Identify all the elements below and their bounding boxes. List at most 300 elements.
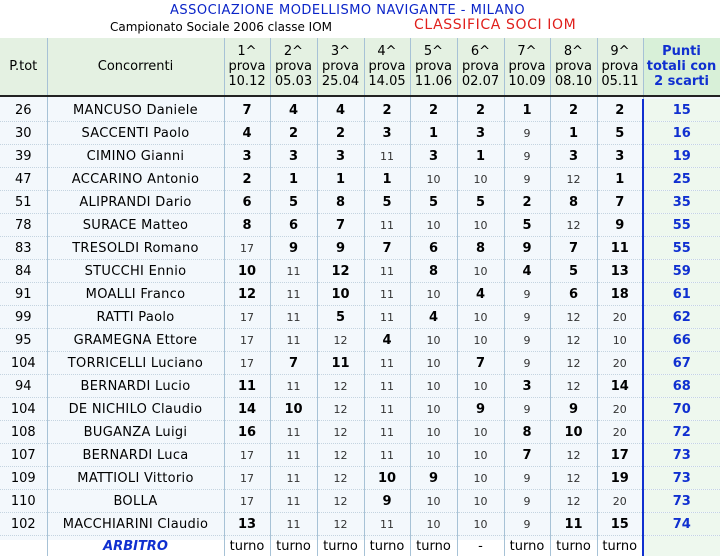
score-cell-round-3: 12 xyxy=(317,260,364,283)
table-row xyxy=(0,329,720,352)
ptot-cell: 102 xyxy=(0,513,47,536)
score-cell-round-1: 17 xyxy=(224,467,270,490)
round-header-1 xyxy=(224,38,270,96)
round-header-label: prova xyxy=(598,59,643,74)
total-points-cell: 66 xyxy=(643,329,720,352)
score-cell-round-8: 12 xyxy=(550,375,597,398)
score-cell-round-2: 11 xyxy=(270,467,317,490)
round-header-date: 10.09 xyxy=(505,74,550,89)
competitor-name: MANCUSO Daniele xyxy=(47,99,224,122)
competitor-name: STUCCHI Ennio xyxy=(47,260,224,283)
round-header-n: 8^ xyxy=(551,44,597,59)
ptot-cell: 110 xyxy=(0,490,47,513)
score-cell-round-3: 12 xyxy=(317,513,364,536)
arbitro-turn-cell: turno xyxy=(224,536,270,556)
score-cell-round-4: 11 xyxy=(364,444,410,467)
score-cell-round-8: 8 xyxy=(550,191,597,214)
ptot-cell: 94 xyxy=(0,375,47,398)
score-cell-round-6: 8 xyxy=(457,237,504,260)
score-cell-round-4: 11 xyxy=(364,375,410,398)
score-cell-round-5: 4 xyxy=(410,306,457,329)
score-cell-round-9: 20 xyxy=(597,421,643,444)
score-cell-round-8: 5 xyxy=(550,260,597,283)
championship-subtitle: Campionato Sociale 2006 classe IOM xyxy=(110,20,332,34)
competitor-name: TORRICELLI Luciano xyxy=(47,352,224,375)
round-header-label: prova xyxy=(271,59,317,74)
score-cell-round-1: 11 xyxy=(224,375,270,398)
competitor-name: CIMINO Gianni xyxy=(47,145,224,168)
total-points-cell: 68 xyxy=(643,375,720,398)
arbitro-label: ARBITRO xyxy=(47,536,224,556)
score-cell-round-2: 11 xyxy=(270,490,317,513)
arbitro-turn-cell: turno xyxy=(317,536,364,556)
score-cell-round-8: 12 xyxy=(550,306,597,329)
score-cell-round-5: 10 xyxy=(410,214,457,237)
competitor-name: BERNARDI Luca xyxy=(47,444,224,467)
table-row xyxy=(0,513,720,536)
competitor-name: BOLLA xyxy=(47,490,224,513)
score-cell-round-8: 12 xyxy=(550,444,597,467)
table-row xyxy=(0,490,720,513)
total-points-cell: 15 xyxy=(643,99,720,122)
score-cell-round-9: 20 xyxy=(597,398,643,421)
score-cell-round-9: 19 xyxy=(597,467,643,490)
score-cell-round-4: 9 xyxy=(364,490,410,513)
table-row xyxy=(0,99,720,122)
round-header-label: prova xyxy=(505,59,550,74)
score-cell-round-5: 10 xyxy=(410,398,457,421)
score-cell-round-6: 10 xyxy=(457,214,504,237)
score-cell-round-7: 2 xyxy=(504,191,550,214)
arbitro-turn-cell: turno xyxy=(550,536,597,556)
round-header-date: 05.03 xyxy=(271,74,317,89)
score-cell-round-2: 2 xyxy=(270,122,317,145)
ptot-cell: 91 xyxy=(0,283,47,306)
score-cell-round-6: 4 xyxy=(457,283,504,306)
ranking-table-container xyxy=(0,38,720,540)
score-cell-round-2: 11 xyxy=(270,421,317,444)
competitor-name: RATTI Paolo xyxy=(47,306,224,329)
round-header-6 xyxy=(457,38,504,96)
score-cell-round-6: 10 xyxy=(457,421,504,444)
score-cell-round-8: 10 xyxy=(550,421,597,444)
score-cell-round-6: 10 xyxy=(457,329,504,352)
score-cell-round-6: 1 xyxy=(457,145,504,168)
round-header-n: 1^ xyxy=(225,44,270,59)
score-cell-round-6: 5 xyxy=(457,191,504,214)
score-cell-round-5: 10 xyxy=(410,168,457,191)
score-cell-round-9: 7 xyxy=(597,191,643,214)
score-cell-round-1: 17 xyxy=(224,444,270,467)
score-cell-round-4: 10 xyxy=(364,467,410,490)
round-header-n: 5^ xyxy=(411,44,457,59)
total-points-header xyxy=(643,38,720,96)
score-cell-round-5: 10 xyxy=(410,421,457,444)
round-header-date: 25.04 xyxy=(318,74,364,89)
score-cell-round-8: 12 xyxy=(550,329,597,352)
score-cell-round-6: 9 xyxy=(457,398,504,421)
round-header-date: 05.11 xyxy=(598,74,643,89)
score-cell-round-5: 6 xyxy=(410,237,457,260)
round-header-label: prova xyxy=(411,59,457,74)
score-cell-round-4: 7 xyxy=(364,237,410,260)
arbitro-row xyxy=(0,536,720,556)
score-cell-round-7: 1 xyxy=(504,99,550,122)
score-cell-round-9: 17 xyxy=(597,444,643,467)
ranking-table xyxy=(0,38,720,556)
round-header-7 xyxy=(504,38,550,96)
total-points-cell: 70 xyxy=(643,398,720,421)
score-cell-round-6: 10 xyxy=(457,260,504,283)
score-cell-round-7: 9 xyxy=(504,122,550,145)
table-row xyxy=(0,283,720,306)
score-cell-round-9: 14 xyxy=(597,375,643,398)
score-cell-round-2: 4 xyxy=(270,99,317,122)
round-header-label: prova xyxy=(225,59,270,74)
arbitro-turn-cell: turno xyxy=(410,536,457,556)
competitor-name: MACCHIARINI Claudio xyxy=(47,513,224,536)
competitors-header: Concorrenti xyxy=(47,38,224,96)
score-cell-round-6: 10 xyxy=(457,513,504,536)
score-cell-round-1: 8 xyxy=(224,214,270,237)
competitor-name: GRAMEGNA Ettore xyxy=(47,329,224,352)
table-row xyxy=(0,467,720,490)
arbitro-turn-cell: turno xyxy=(270,536,317,556)
ptot-cell: 95 xyxy=(0,329,47,352)
score-cell-round-8: 12 xyxy=(550,168,597,191)
total-points-cell: 72 xyxy=(643,421,720,444)
score-cell-round-8: 7 xyxy=(550,237,597,260)
total-points-cell: 19 xyxy=(643,145,720,168)
round-header-n: 2^ xyxy=(271,44,317,59)
score-cell-round-5: 10 xyxy=(410,283,457,306)
score-cell-round-4: 11 xyxy=(364,421,410,444)
score-cell-round-1: 12 xyxy=(224,283,270,306)
score-cell-round-7: 9 xyxy=(504,306,550,329)
round-header-9 xyxy=(597,38,643,96)
score-cell-round-7: 9 xyxy=(504,490,550,513)
score-cell-round-3: 1 xyxy=(317,168,364,191)
ptot-cell: 30 xyxy=(0,122,47,145)
competitor-name: DE NICHILO Claudio xyxy=(47,398,224,421)
score-cell-round-7: 9 xyxy=(504,168,550,191)
score-cell-round-9: 20 xyxy=(597,490,643,513)
score-cell-round-7: 7 xyxy=(504,444,550,467)
score-cell-round-2: 9 xyxy=(270,237,317,260)
score-cell-round-3: 8 xyxy=(317,191,364,214)
score-cell-round-4: 1 xyxy=(364,168,410,191)
score-cell-round-3: 12 xyxy=(317,421,364,444)
score-cell-round-4: 11 xyxy=(364,283,410,306)
score-cell-round-3: 11 xyxy=(317,352,364,375)
score-cell-round-4: 3 xyxy=(364,122,410,145)
round-header-n: 3^ xyxy=(318,44,364,59)
table-row xyxy=(0,260,720,283)
total-points-cell: 73 xyxy=(643,444,720,467)
competitor-name: ALIPRANDI Dario xyxy=(47,191,224,214)
score-cell-round-3: 12 xyxy=(317,444,364,467)
total-points-cell: 55 xyxy=(643,237,720,260)
score-cell-round-2: 11 xyxy=(270,306,317,329)
score-cell-round-5: 5 xyxy=(410,191,457,214)
score-cell-round-4: 11 xyxy=(364,260,410,283)
table-row xyxy=(0,191,720,214)
ptot-cell: 47 xyxy=(0,168,47,191)
ptot-cell: 51 xyxy=(0,191,47,214)
score-cell-round-8: 9 xyxy=(550,398,597,421)
competitor-name: ACCARINO Antonio xyxy=(47,168,224,191)
score-cell-round-5: 1 xyxy=(410,122,457,145)
round-header-date: 02.07 xyxy=(458,74,504,89)
score-cell-round-2: 6 xyxy=(270,214,317,237)
round-header-date: 08.10 xyxy=(551,74,597,89)
total-points-cell: 25 xyxy=(643,168,720,191)
ptot-header: P.tot xyxy=(0,38,47,96)
total-points-cell: 59 xyxy=(643,260,720,283)
score-cell-round-9: 1 xyxy=(597,168,643,191)
score-cell-round-1: 4 xyxy=(224,122,270,145)
score-cell-round-6: 10 xyxy=(457,467,504,490)
score-cell-round-7: 5 xyxy=(504,214,550,237)
score-cell-round-1: 17 xyxy=(224,237,270,260)
total-points-cell: 62 xyxy=(643,306,720,329)
ptot-cell: 108 xyxy=(0,421,47,444)
total-header-line: totali con xyxy=(644,59,720,74)
total-points-cell: 16 xyxy=(643,122,720,145)
table-row xyxy=(0,352,720,375)
score-cell-round-9: 10 xyxy=(597,329,643,352)
score-cell-round-3: 12 xyxy=(317,375,364,398)
score-cell-round-1: 17 xyxy=(224,352,270,375)
score-cell-round-3: 12 xyxy=(317,467,364,490)
score-cell-round-1: 17 xyxy=(224,329,270,352)
round-header-label: prova xyxy=(551,59,597,74)
score-cell-round-7: 9 xyxy=(504,145,550,168)
score-cell-round-3: 12 xyxy=(317,398,364,421)
arbitro-turn-cell: turno xyxy=(597,536,643,556)
association-name: ASSOCIAZIONE MODELLISMO NAVIGANTE - MILANO xyxy=(170,3,525,18)
score-cell-round-9: 13 xyxy=(597,260,643,283)
score-cell-round-8: 12 xyxy=(550,214,597,237)
score-cell-round-1: 13 xyxy=(224,513,270,536)
ptot-cell: 104 xyxy=(0,398,47,421)
round-header-5 xyxy=(410,38,457,96)
score-cell-round-7: 8 xyxy=(504,421,550,444)
score-cell-round-8: 6 xyxy=(550,283,597,306)
score-cell-round-1: 16 xyxy=(224,421,270,444)
score-cell-round-1: 7 xyxy=(224,99,270,122)
score-cell-round-8: 12 xyxy=(550,352,597,375)
score-cell-round-2: 3 xyxy=(270,145,317,168)
score-cell-round-8: 1 xyxy=(550,122,597,145)
total-header-line: Punti xyxy=(644,44,720,59)
total-points-cell: 35 xyxy=(643,191,720,214)
score-cell-round-3: 12 xyxy=(317,329,364,352)
score-cell-round-1: 17 xyxy=(224,306,270,329)
round-header-n: 4^ xyxy=(365,44,410,59)
score-cell-round-2: 11 xyxy=(270,329,317,352)
competitor-name: BUGANZA Luigi xyxy=(47,421,224,444)
table-row xyxy=(0,168,720,191)
competitor-name: SURACE Matteo xyxy=(47,214,224,237)
score-cell-round-2: 10 xyxy=(270,398,317,421)
score-cell-round-3: 9 xyxy=(317,237,364,260)
table-row xyxy=(0,145,720,168)
round-header-2 xyxy=(270,38,317,96)
score-cell-round-7: 9 xyxy=(504,237,550,260)
table-row xyxy=(0,306,720,329)
competitor-name: BERNARDI Lucio xyxy=(47,375,224,398)
score-cell-round-5: 10 xyxy=(410,329,457,352)
score-cell-round-6: 3 xyxy=(457,122,504,145)
table-header-row xyxy=(0,38,720,96)
round-header-n: 7^ xyxy=(505,44,550,59)
competitor-name: SACCENTI Paolo xyxy=(47,122,224,145)
score-cell-round-1: 17 xyxy=(224,490,270,513)
score-cell-round-7: 9 xyxy=(504,283,550,306)
score-cell-round-6: 10 xyxy=(457,306,504,329)
round-header-label: prova xyxy=(458,59,504,74)
total-points-cell: 74 xyxy=(643,513,720,536)
score-cell-round-2: 1 xyxy=(270,168,317,191)
total-points-cell: 73 xyxy=(643,490,720,513)
score-cell-round-1: 14 xyxy=(224,398,270,421)
score-cell-round-8: 12 xyxy=(550,490,597,513)
score-cell-round-1: 6 xyxy=(224,191,270,214)
score-cell-round-9: 18 xyxy=(597,283,643,306)
arbitro-turn-cell: turno xyxy=(504,536,550,556)
score-cell-round-9: 20 xyxy=(597,306,643,329)
score-cell-round-3: 7 xyxy=(317,214,364,237)
score-cell-round-5: 2 xyxy=(410,99,457,122)
ptot-cell: 26 xyxy=(0,99,47,122)
score-cell-round-8: 3 xyxy=(550,145,597,168)
score-cell-round-2: 11 xyxy=(270,283,317,306)
score-cell-round-4: 5 xyxy=(364,191,410,214)
ptot-cell: 107 xyxy=(0,444,47,467)
score-cell-round-4: 4 xyxy=(364,329,410,352)
score-cell-round-5: 10 xyxy=(410,375,457,398)
score-cell-round-6: 10 xyxy=(457,375,504,398)
table-row xyxy=(0,398,720,421)
score-cell-round-3: 3 xyxy=(317,145,364,168)
table-row xyxy=(0,444,720,467)
round-header-label: prova xyxy=(318,59,364,74)
score-cell-round-6: 7 xyxy=(457,352,504,375)
score-cell-round-4: 11 xyxy=(364,214,410,237)
score-cell-round-3: 2 xyxy=(317,122,364,145)
ptot-cell: 39 xyxy=(0,145,47,168)
score-cell-round-4: 11 xyxy=(364,145,410,168)
table-row xyxy=(0,421,720,444)
score-cell-round-4: 2 xyxy=(364,99,410,122)
score-cell-round-8: 11 xyxy=(550,513,597,536)
total-points-cell: 61 xyxy=(643,283,720,306)
score-cell-round-1: 2 xyxy=(224,168,270,191)
total-points-cell: 55 xyxy=(643,214,720,237)
score-cell-round-6: 2 xyxy=(457,99,504,122)
arbitro-total-cell xyxy=(643,536,720,556)
ptot-cell: 78 xyxy=(0,214,47,237)
score-cell-round-2: 11 xyxy=(270,260,317,283)
score-cell-round-8: 2 xyxy=(550,99,597,122)
round-header-3 xyxy=(317,38,364,96)
score-cell-round-4: 11 xyxy=(364,306,410,329)
competitor-name: TRESOLDI Romano xyxy=(47,237,224,260)
score-cell-round-7: 9 xyxy=(504,329,550,352)
arbitro-turn-cell: - xyxy=(457,536,504,556)
round-header-n: 6^ xyxy=(458,44,504,59)
table-body xyxy=(0,96,720,556)
score-cell-round-5: 3 xyxy=(410,145,457,168)
round-header-label: prova xyxy=(365,59,410,74)
round-header-n: 9^ xyxy=(598,44,643,59)
score-cell-round-7: 3 xyxy=(504,375,550,398)
score-cell-round-3: 5 xyxy=(317,306,364,329)
round-header-date: 11.06 xyxy=(411,74,457,89)
table-row xyxy=(0,214,720,237)
classification-title: CLASSIFICA SOCI IOM xyxy=(414,17,576,33)
score-cell-round-5: 8 xyxy=(410,260,457,283)
page-header xyxy=(0,0,720,38)
score-cell-round-3: 4 xyxy=(317,99,364,122)
ptot-cell: 109 xyxy=(0,467,47,490)
competitor-name: MATTIOLI Vittorio xyxy=(47,467,224,490)
round-header-date: 14.05 xyxy=(365,74,410,89)
score-cell-round-9: 20 xyxy=(597,352,643,375)
score-cell-round-6: 10 xyxy=(457,490,504,513)
score-cell-round-2: 7 xyxy=(270,352,317,375)
score-cell-round-5: 10 xyxy=(410,352,457,375)
table-row xyxy=(0,122,720,145)
total-header-line: 2 scarti xyxy=(644,74,720,89)
score-cell-round-5: 10 xyxy=(410,490,457,513)
arbitro-empty-cell xyxy=(0,536,47,556)
score-cell-round-2: 11 xyxy=(270,375,317,398)
ptot-cell: 84 xyxy=(0,260,47,283)
score-cell-round-9: 3 xyxy=(597,145,643,168)
score-cell-round-5: 10 xyxy=(410,513,457,536)
score-cell-round-4: 11 xyxy=(364,398,410,421)
arbitro-turn-cell: turno xyxy=(364,536,410,556)
score-cell-round-1: 10 xyxy=(224,260,270,283)
score-cell-round-4: 11 xyxy=(364,513,410,536)
score-cell-round-9: 9 xyxy=(597,214,643,237)
score-cell-round-7: 4 xyxy=(504,260,550,283)
total-points-cell: 67 xyxy=(643,352,720,375)
score-cell-round-5: 10 xyxy=(410,444,457,467)
score-cell-round-2: 5 xyxy=(270,191,317,214)
total-points-cell: 73 xyxy=(643,467,720,490)
score-cell-round-3: 10 xyxy=(317,283,364,306)
ptot-cell: 83 xyxy=(0,237,47,260)
score-cell-round-9: 15 xyxy=(597,513,643,536)
round-header-4 xyxy=(364,38,410,96)
score-cell-round-6: 10 xyxy=(457,168,504,191)
score-cell-round-7: 9 xyxy=(504,513,550,536)
table-row xyxy=(0,375,720,398)
score-cell-round-9: 2 xyxy=(597,99,643,122)
round-header-date: 10.12 xyxy=(225,74,270,89)
score-cell-round-1: 3 xyxy=(224,145,270,168)
score-cell-round-6: 10 xyxy=(457,444,504,467)
score-cell-round-7: 9 xyxy=(504,398,550,421)
score-cell-round-7: 9 xyxy=(504,352,550,375)
ptot-cell: 104 xyxy=(0,352,47,375)
score-cell-round-8: 12 xyxy=(550,467,597,490)
score-cell-round-9: 11 xyxy=(597,237,643,260)
ptot-cell: 99 xyxy=(0,306,47,329)
